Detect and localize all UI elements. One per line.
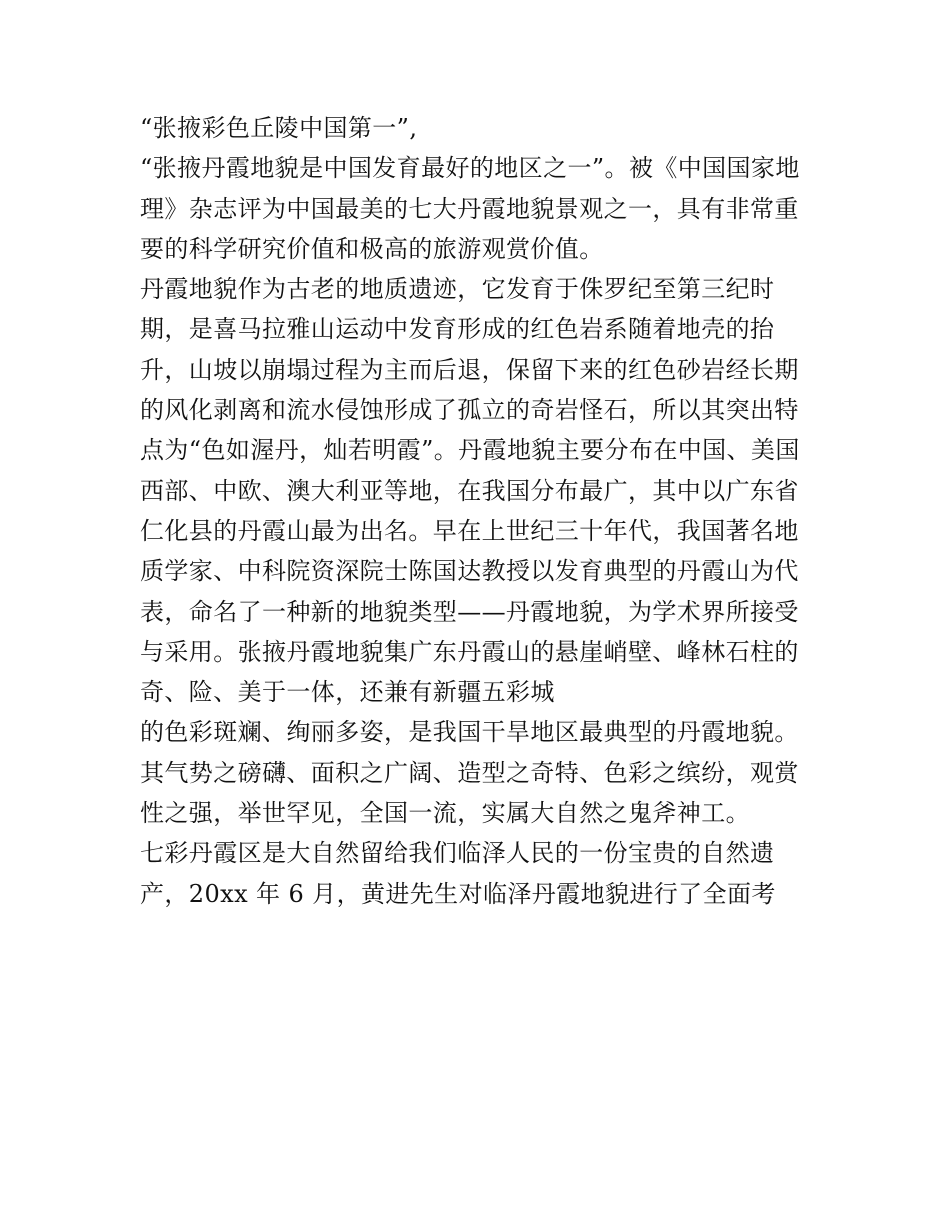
text-line: 其气势之磅礴、面积之广阔、造型之奇特、色彩之缤纷，观赏 [140,758,799,787]
text-line: “张掖彩色丘陵中国第一”, [140,114,418,142]
text-line: 丹霞地貌作为古老的地质遗迹，它发育于侏罗纪至第三纪时 [140,275,775,304]
text-line: 升，山坡以崩塌过程为主而后退，保留下来的红色砂岩经长期 [140,355,799,384]
text-line: 期，是喜马拉雅山运动中发育形成的红色岩系随着地壳的抬 [140,315,775,344]
text-line: 与采用。张掖丹霞地貌集广东丹霞山的悬崖峭壁、峰林石柱的 [140,637,799,666]
text-line: 产，20xx 年 6 月，黄进先生对临泽丹霞地貌进行了全面考 [140,879,776,908]
text-line: 理》杂志评为中国最美的七大丹霞地貌景观之一，具有非常重 [140,194,799,223]
text-line: 奇、险、美于一体，还兼有新疆五彩城 [140,678,555,707]
text-line: 要的科学研究价值和极高的旅游观赏价值。 [140,234,604,263]
text-line: 性之强，举世罕见，全国一流，实属大自然之鬼斧神工。 [140,799,750,828]
body-text [140,108,820,914]
text-line: 的色彩斑斓、绚丽多姿，是我国干旱地区最典型的丹霞地貌。 [140,718,799,747]
text-line: 西部、中欧、澳大利亚等地，在我国分布最广，其中以广东省 [140,476,799,505]
text-line: “张掖丹霞地貌是中国发育最好的地区之一”。被《中国国家地 [140,154,800,183]
text-line: 点为“色如渥丹，灿若明霞”。丹霞地貌主要分布在中国、美国 [140,436,800,465]
text-line: 的风化剥离和流水侵蚀形成了孤立的奇岩怪石，所以其突出特 [140,396,799,425]
text-line: 七彩丹霞区是大自然留给我们临泽人民的一份宝贵的自然遗 [140,839,775,868]
text-line: 仁化县的丹霞山最为出名。早在上世纪三十年代，我国著名地 [140,516,799,545]
text-line: 质学家、中科院资深院士陈国达教授以发育典型的丹霞山为代 [140,557,799,586]
text-line: 表，命名了一种新的地貌类型——丹霞地貌，为学术界所接受 [140,597,799,626]
